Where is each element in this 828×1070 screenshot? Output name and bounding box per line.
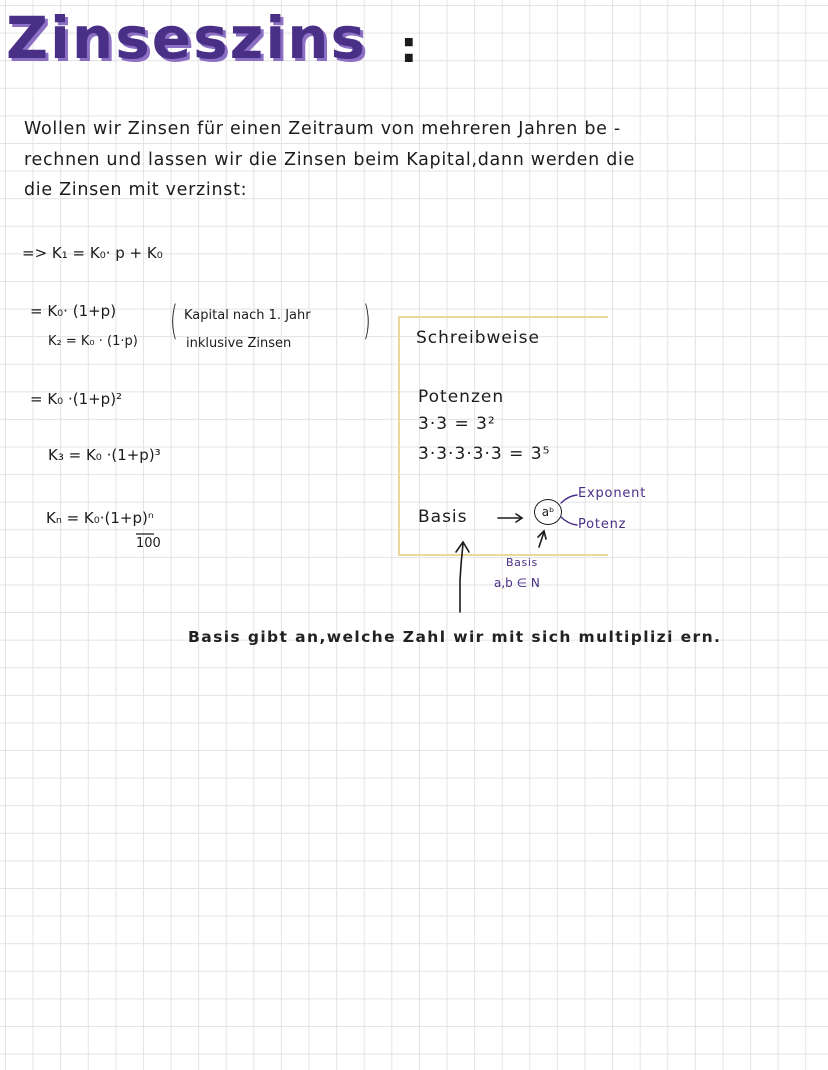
- box-example-1: 3·3 = 3²: [418, 414, 496, 434]
- basis-small-label: Basis: [506, 556, 538, 569]
- box-example-2: 3·3·3·3·3 = 3⁵: [418, 444, 551, 464]
- formula-kn-denominator: 100: [136, 536, 161, 551]
- intro-line-3: die Zinsen mit verzinst:: [24, 180, 248, 200]
- exponent-connector: [561, 495, 577, 503]
- note-open-paren: (: [170, 298, 178, 344]
- domain-label: a,b ∈ N: [494, 576, 540, 590]
- formula-square: = K₀ ·(1+p)²: [30, 390, 123, 408]
- formula-k3: K₃ = K₀ ·(1+p)³: [48, 446, 161, 464]
- note-line-1: Kapital nach 1. Jahr: [184, 308, 311, 323]
- intro-line-2: rechnen und lassen wir die Zinsen beim Kapital,dann werden die: [24, 150, 636, 170]
- box-potenzen: Potenzen: [418, 387, 505, 407]
- formula-kn: Kₙ = K₀·(1+p)ⁿ: [46, 509, 154, 527]
- formula-k1: => K₁ = K₀· p + K₀: [22, 244, 163, 262]
- note-line-2: inklusive Zinsen: [186, 336, 292, 351]
- box-heading: Schreibweise: [416, 328, 540, 348]
- title-colon: :: [400, 22, 418, 73]
- up-arrow-line: [460, 544, 463, 612]
- formula-factor: = K₀· (1+p): [30, 302, 117, 320]
- power-symbol: aᵇ: [534, 499, 562, 525]
- intro-line-1: Wollen wir Zinsen für einen Zeitraum von mehreren Jahren be -: [24, 119, 621, 139]
- potenz-label: Potenz: [578, 517, 627, 532]
- note-close-paren: ): [363, 298, 371, 344]
- box-basis-label: Basis: [418, 507, 468, 527]
- basis-explanation: Basis gibt an,welche Zahl wir mit sich multiplizi ern.: [188, 628, 722, 646]
- page-title: Zinseszins: [6, 4, 368, 72]
- formula-k2: K₂ = K₀ · (1·p): [48, 334, 138, 349]
- exponent-label: Exponent: [578, 486, 647, 501]
- potenz-connector: [561, 517, 577, 525]
